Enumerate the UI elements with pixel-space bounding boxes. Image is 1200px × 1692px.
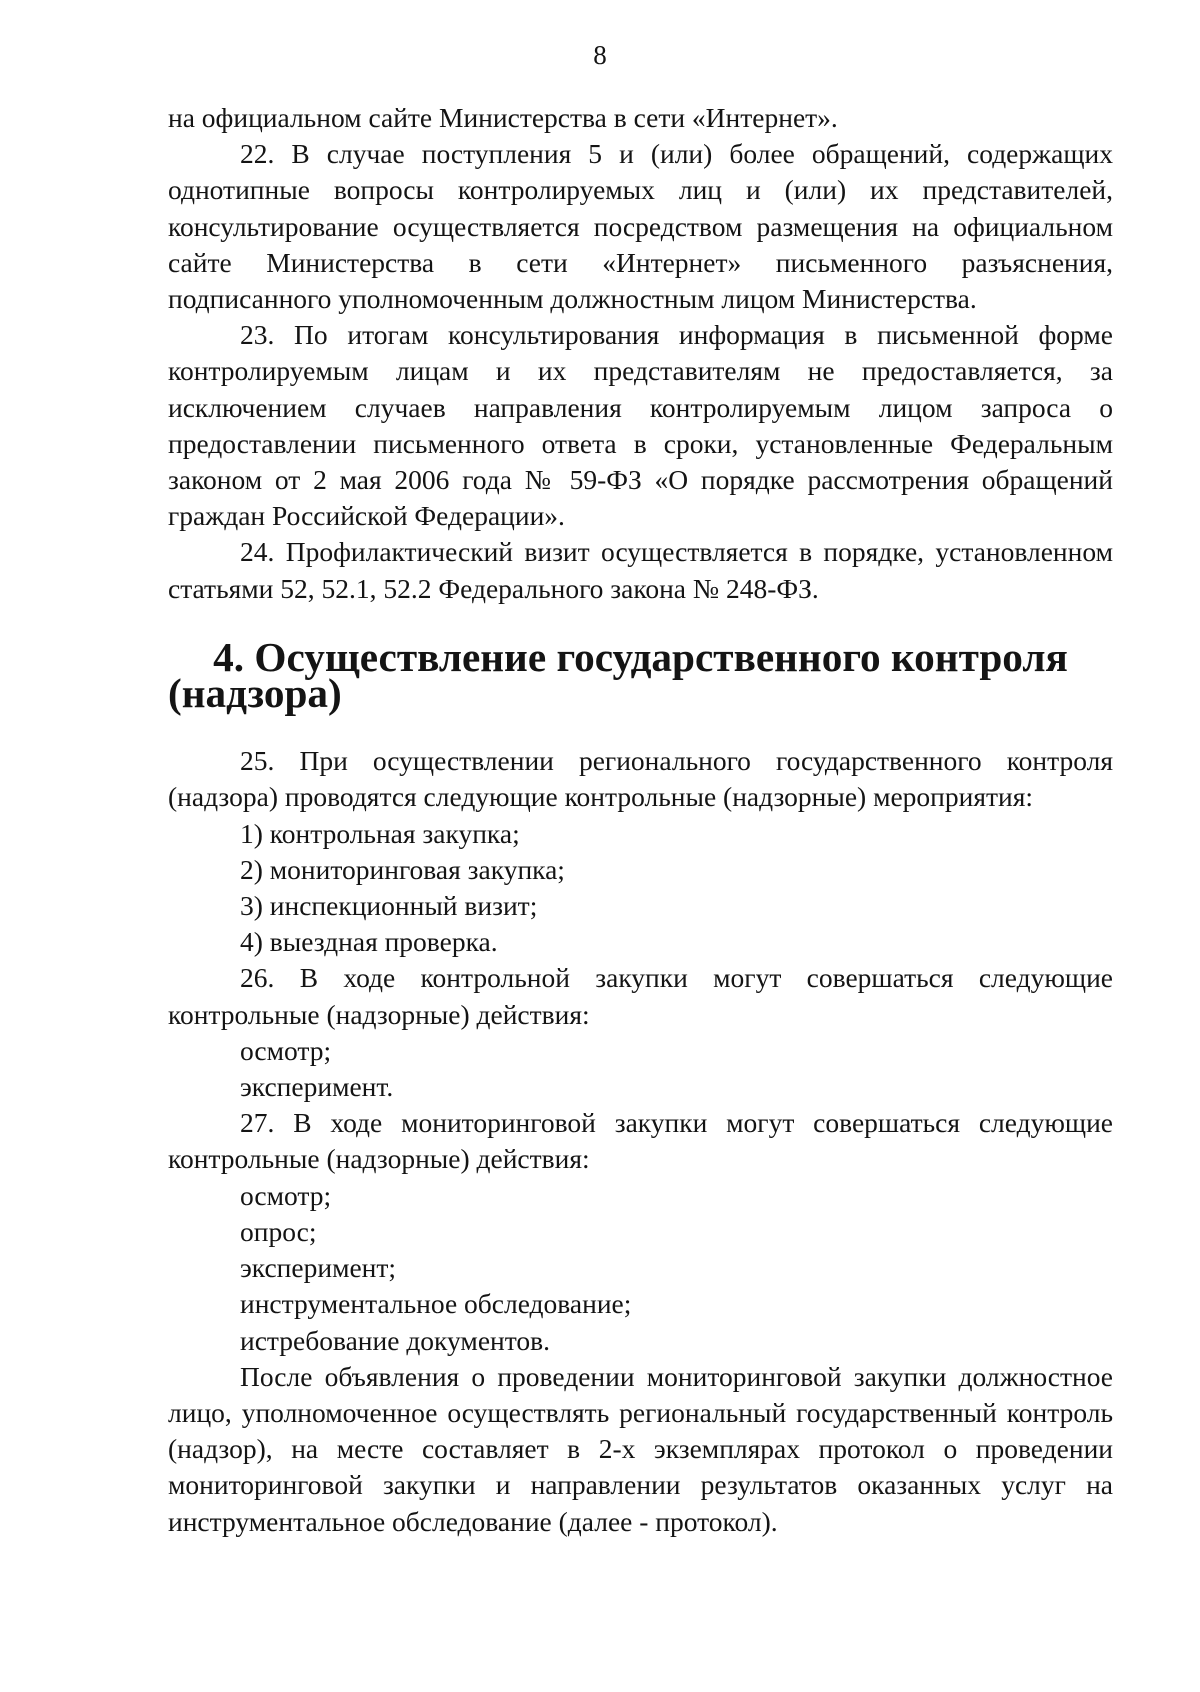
paragraph-23: 23. По итогам консультирования информация в письменной форме контролируемым лицам и их представителям не предоставляется, за исключением случаев направления контролируемым лицом запроса о предоставлении письменного ответа в сроки, установленные Федеральным законом от 2 мая 2006 года № 59-ФЗ «О порядке рассмотрения обращений граждан Российской Федерации». bbox=[168, 319, 1113, 532]
paragraph-24: 24. Профилактический визит осуществляется в порядке, установленном статьями 52, 52.1, 52.2 Федерального закона № 248-ФЗ. bbox=[168, 536, 1113, 604]
list-item: эксперимент; bbox=[240, 1252, 397, 1284]
list-item: 1) контрольная закупка; bbox=[240, 817, 520, 849]
paragraph-intro: на официальном сайте Министерства в сети «Интернет». bbox=[168, 102, 838, 133]
paragraph-after-list: После объявления о проведении мониторинговой закупки должностное лицо, уполномоченное осуществлять региональный государственный контроль (надзор), на месте составляет в 2-х экземплярах протокол о проведении мониторинговой закупки и направлении результатов оказанных услуг на инструментальное обследование (далее - протокол). bbox=[168, 1360, 1113, 1537]
document-body bbox=[168, 100, 1113, 1540]
list-item: 4) выездная проверка. bbox=[240, 926, 498, 958]
page-number: 8 bbox=[593, 40, 607, 70]
paragraph-27: 27. В ходе мониторинговой закупки могут совершаться следующие контрольные (надзорные) действия: bbox=[168, 1107, 1113, 1175]
list-item: 3) инспекционный визит; bbox=[240, 890, 538, 922]
list-item: опрос; bbox=[240, 1215, 317, 1247]
paragraph-26: 26. В ходе контрольной закупки могут совершаться следующие контрольные (надзорные) действия: bbox=[168, 962, 1113, 1030]
paragraph-25: 25. При осуществлении регионального государственного контроля (надзора) проводятся следующие контрольные (надзорные) мероприятия: bbox=[168, 745, 1113, 813]
list-item: осмотр; bbox=[240, 1179, 332, 1211]
paragraph-22: 22. В случае поступления 5 и (или) более обращений, содержащих однотипные вопросы контролируемых лиц и (или) их представителей, консультирование осуществляется посредством размещения на официальном сайте Министерства в сети «Интернет» письменного разъяснения, подписанного уполномоченным должностным лицом Министерства. bbox=[168, 138, 1113, 315]
list-item: 2) мониторинговая закупка; bbox=[240, 853, 565, 885]
list-item: осмотр; bbox=[240, 1034, 332, 1066]
list-item: истребование документов. bbox=[240, 1324, 551, 1356]
section-heading: 4. Осуществление государственного контроля (надзора) bbox=[168, 633, 1068, 717]
list-item: инструментальное обследование; bbox=[240, 1288, 632, 1320]
list-item: эксперимент. bbox=[240, 1071, 394, 1103]
